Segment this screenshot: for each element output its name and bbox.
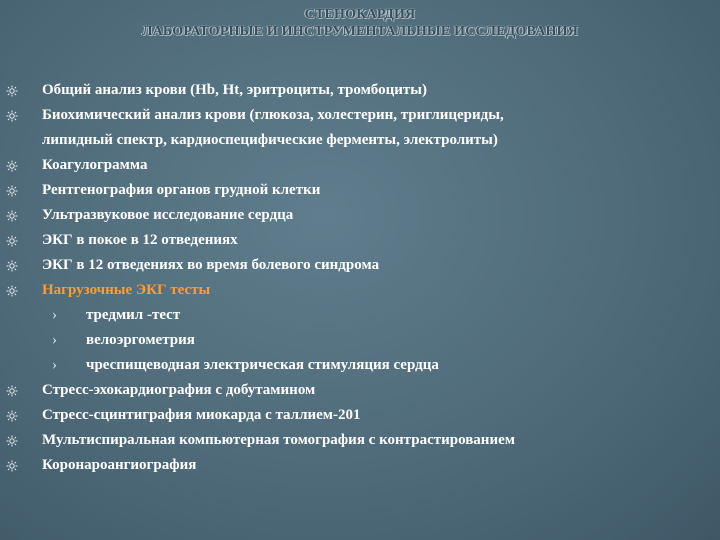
chevron-right-icon: ›	[52, 332, 57, 348]
list-item	[0, 153, 700, 178]
item-text: Ультразвуковое исследование сердца	[42, 207, 294, 223]
list-item	[0, 403, 700, 428]
title-line-2: ЛАБОРАТОРНЫЕ И ИНСТРУМЕНТАЛЬНЫЕ ИССЛЕДОВАНИЯ	[141, 24, 579, 39]
list-item	[0, 103, 700, 153]
sun-bullet-icon	[6, 460, 18, 472]
sun-bullet-icon	[6, 435, 18, 447]
sun-bullet-icon	[6, 210, 18, 222]
sun-bullet-icon	[6, 260, 18, 272]
list-item	[0, 453, 700, 478]
list-item	[0, 378, 700, 403]
list-item	[0, 428, 700, 453]
chevron-right-icon: ›	[52, 357, 57, 373]
list-item	[0, 178, 700, 203]
item-text-continued: липидный спектр, кардиоспецифические ферменты, электролиты)	[42, 132, 498, 148]
bullet-list	[0, 78, 700, 478]
sub-list	[0, 303, 700, 378]
sub-item-text: чреспищеводная электрическая стимуляция сердца	[86, 357, 439, 373]
sub-item-text: велоэргометрия	[86, 332, 195, 348]
item-text: Коагулограмма	[42, 157, 148, 173]
list-item	[0, 228, 700, 253]
sun-bullet-icon	[6, 285, 18, 297]
sun-bullet-icon	[6, 185, 18, 197]
item-text: Рентгенография органов грудной клетки	[42, 182, 321, 198]
item-text: Мультиспиральная компьютерная томография с контрастированием	[42, 432, 515, 448]
list-item	[0, 253, 700, 278]
list-item	[0, 78, 700, 103]
sun-bullet-icon	[6, 235, 18, 247]
sun-bullet-icon	[6, 85, 18, 97]
item-text: ЭКГ в покое в 12 отведениях	[42, 232, 238, 248]
list-item	[0, 203, 700, 228]
title-line-1: СТЕНОКАРДИЯ	[304, 7, 416, 22]
sun-bullet-icon	[6, 410, 18, 422]
sub-list-item	[0, 353, 700, 378]
sun-bullet-icon	[6, 385, 18, 397]
chevron-right-icon: ›	[52, 307, 57, 323]
item-text: Стресс-сцинтиграфия миокарда с таллием-201	[42, 407, 361, 423]
list-item-highlighted	[0, 278, 700, 303]
sub-list-item	[0, 328, 700, 353]
sub-list-container	[0, 303, 700, 378]
item-text: Нагрузочные ЭКГ тесты	[42, 282, 211, 298]
item-text: Биохимический анализ крови (глюкоза, холестерин, триглицериды,	[42, 107, 504, 123]
item-text: Коронароангиография	[42, 457, 197, 473]
sub-item-text: тредмил -тест	[86, 307, 181, 323]
item-text: ЭКГ в 12 отведениях во время болевого синдрома	[42, 257, 380, 273]
item-text: Стресс-эхокардиография с добутамином	[42, 382, 316, 398]
sub-list-item	[0, 303, 700, 328]
slide-title	[0, 6, 720, 40]
sun-bullet-icon	[6, 160, 18, 172]
item-text: Общий анализ крови (Hb, Ht, эритроциты, тромбоциты)	[42, 82, 427, 98]
sun-bullet-icon	[6, 110, 18, 122]
